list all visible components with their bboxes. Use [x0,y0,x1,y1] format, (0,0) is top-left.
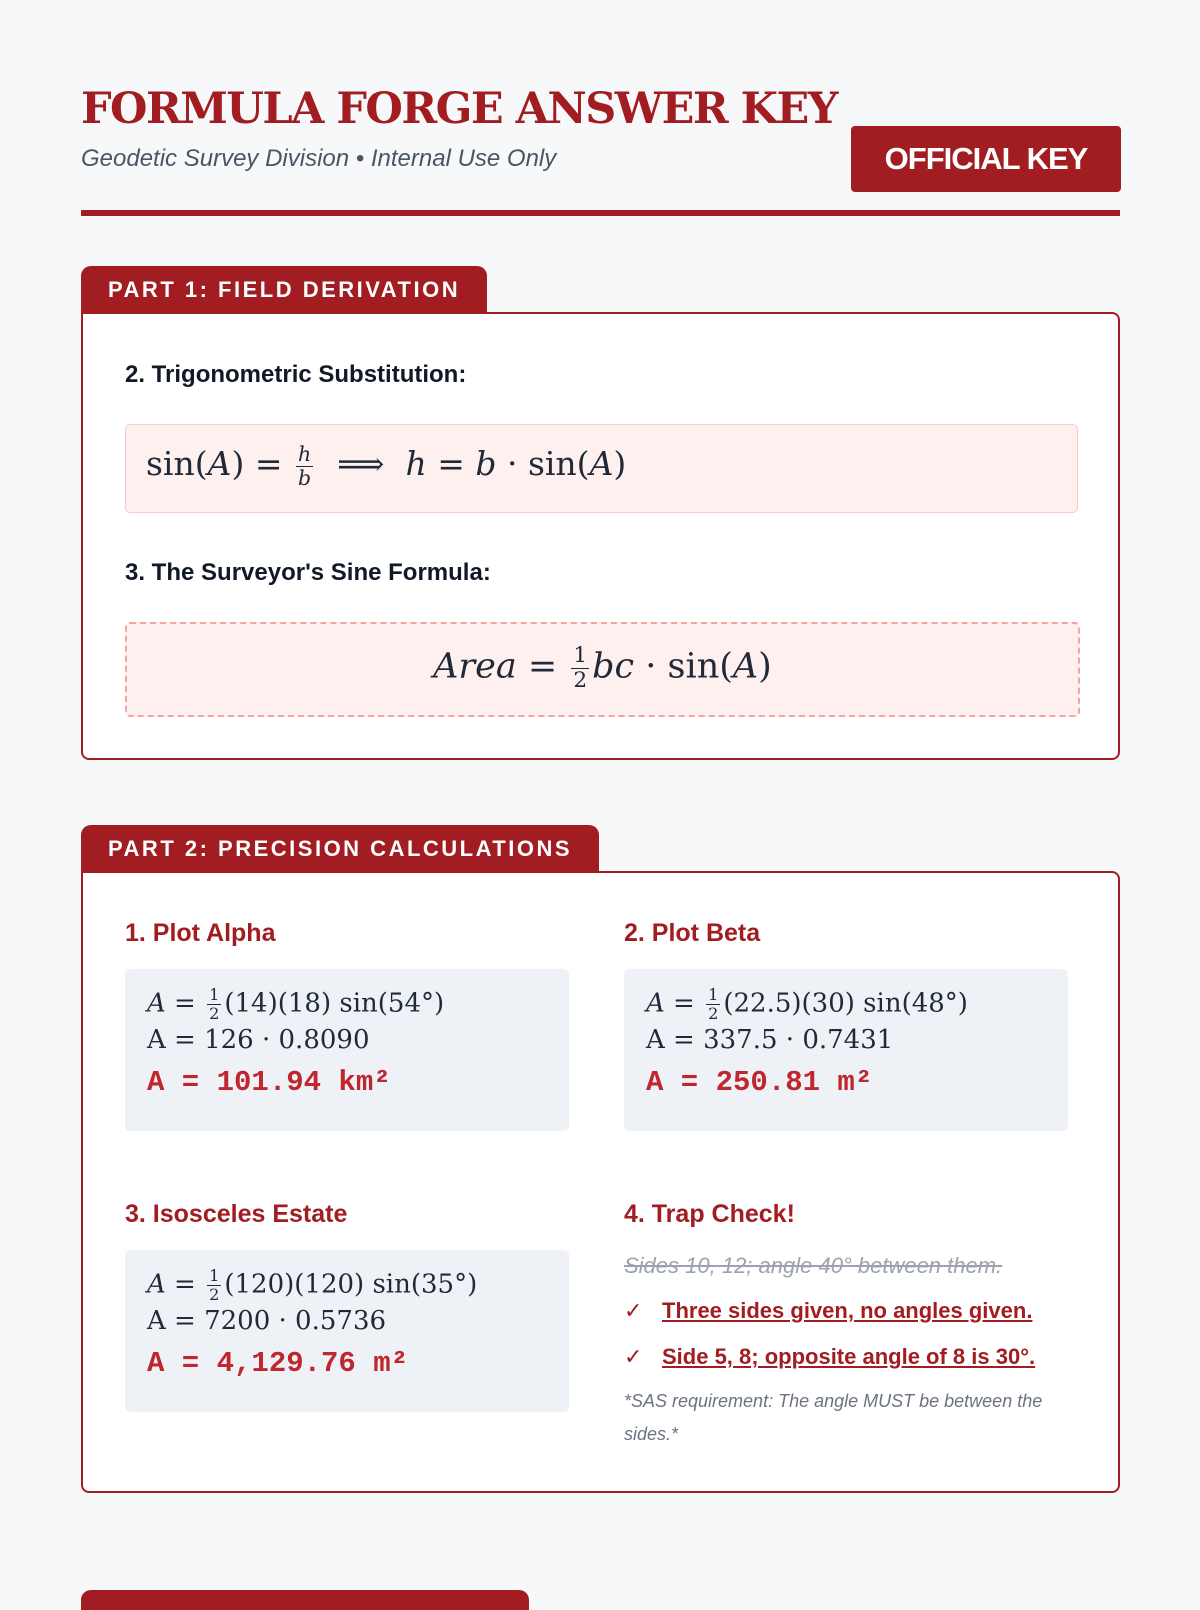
step3-formula-box [125,622,1080,717]
calc-line: A = $\frac{1}{2}$ (22.5)(30) sin(48°) [646,985,968,1024]
problem-title: 1. Plot Alpha [125,919,276,947]
step2-formula: sin(A) = $\frac{h}{b}$ ⟹ h = b · sin(A) [146,442,627,490]
part3-tab [81,1590,529,1610]
calc-box-alpha [125,969,569,1131]
part2-section [81,871,1120,1493]
check-icon: ✓ [624,1344,643,1369]
calc-line: A = 337.5 · 0.7431 [646,1025,894,1055]
step3-label: 3. The Surveyor's Sine Formula: [125,559,491,586]
calc-line: A = $\frac{1}{2}$ (14)(18) sin(54°) [147,985,445,1024]
calc-box-isosceles [125,1250,569,1412]
trap-option-text: Three sides given, no angles given. [662,1298,1033,1323]
calc-result: A = 101.94 km² [147,1066,391,1099]
page-subtitle: Geodetic Survey Division • Internal Use Only [81,145,557,172]
official-key-badge: OFFICIAL KEY [851,126,1121,192]
step2-label: 2. Trigonometric Substitution: [125,361,467,388]
calc-line: A = 7200 · 0.5736 [147,1306,387,1336]
calc-line: A = $\frac{1}{2}$ (120)(120) sin(35°) [147,1266,478,1305]
calc-result: A = 4,129.76 m² [147,1347,409,1380]
check-icon: ✓ [624,1298,643,1323]
sas-note: *SAS requirement: The angle MUST be between the sides.* [624,1391,1043,1444]
page-title: FORMULA FORGE ANSWER KEY [81,84,837,134]
calc-box-beta [624,969,1068,1131]
trap-option-struck: Sides 10, 12; angle 40° between them. [624,1253,1003,1278]
header-divider [81,210,1120,216]
problem-title: 4. Trap Check! [624,1200,795,1228]
problem-title: 3. Isosceles Estate [125,1200,348,1228]
part1-tab: PART 1: FIELD DERIVATION [81,266,487,314]
trap-option-correct [624,1298,1032,1324]
part1-section [81,312,1120,760]
trap-option-correct [624,1344,1035,1370]
calc-result: A = 250.81 m² [646,1066,873,1099]
trap-options [624,1253,1074,1453]
problem-title: 2. Plot Beta [624,919,761,947]
trap-option-text: Side 5, 8; opposite angle of 8 is 30°. [662,1344,1036,1369]
calc-line: A = 126 · 0.8090 [147,1025,370,1055]
step2-formula-box [125,424,1078,513]
part2-tab: PART 2: PRECISION CALCULATIONS [81,825,599,873]
step3-formula: Area = $\frac{1}{2}$ bc · sin(A) [433,643,772,693]
